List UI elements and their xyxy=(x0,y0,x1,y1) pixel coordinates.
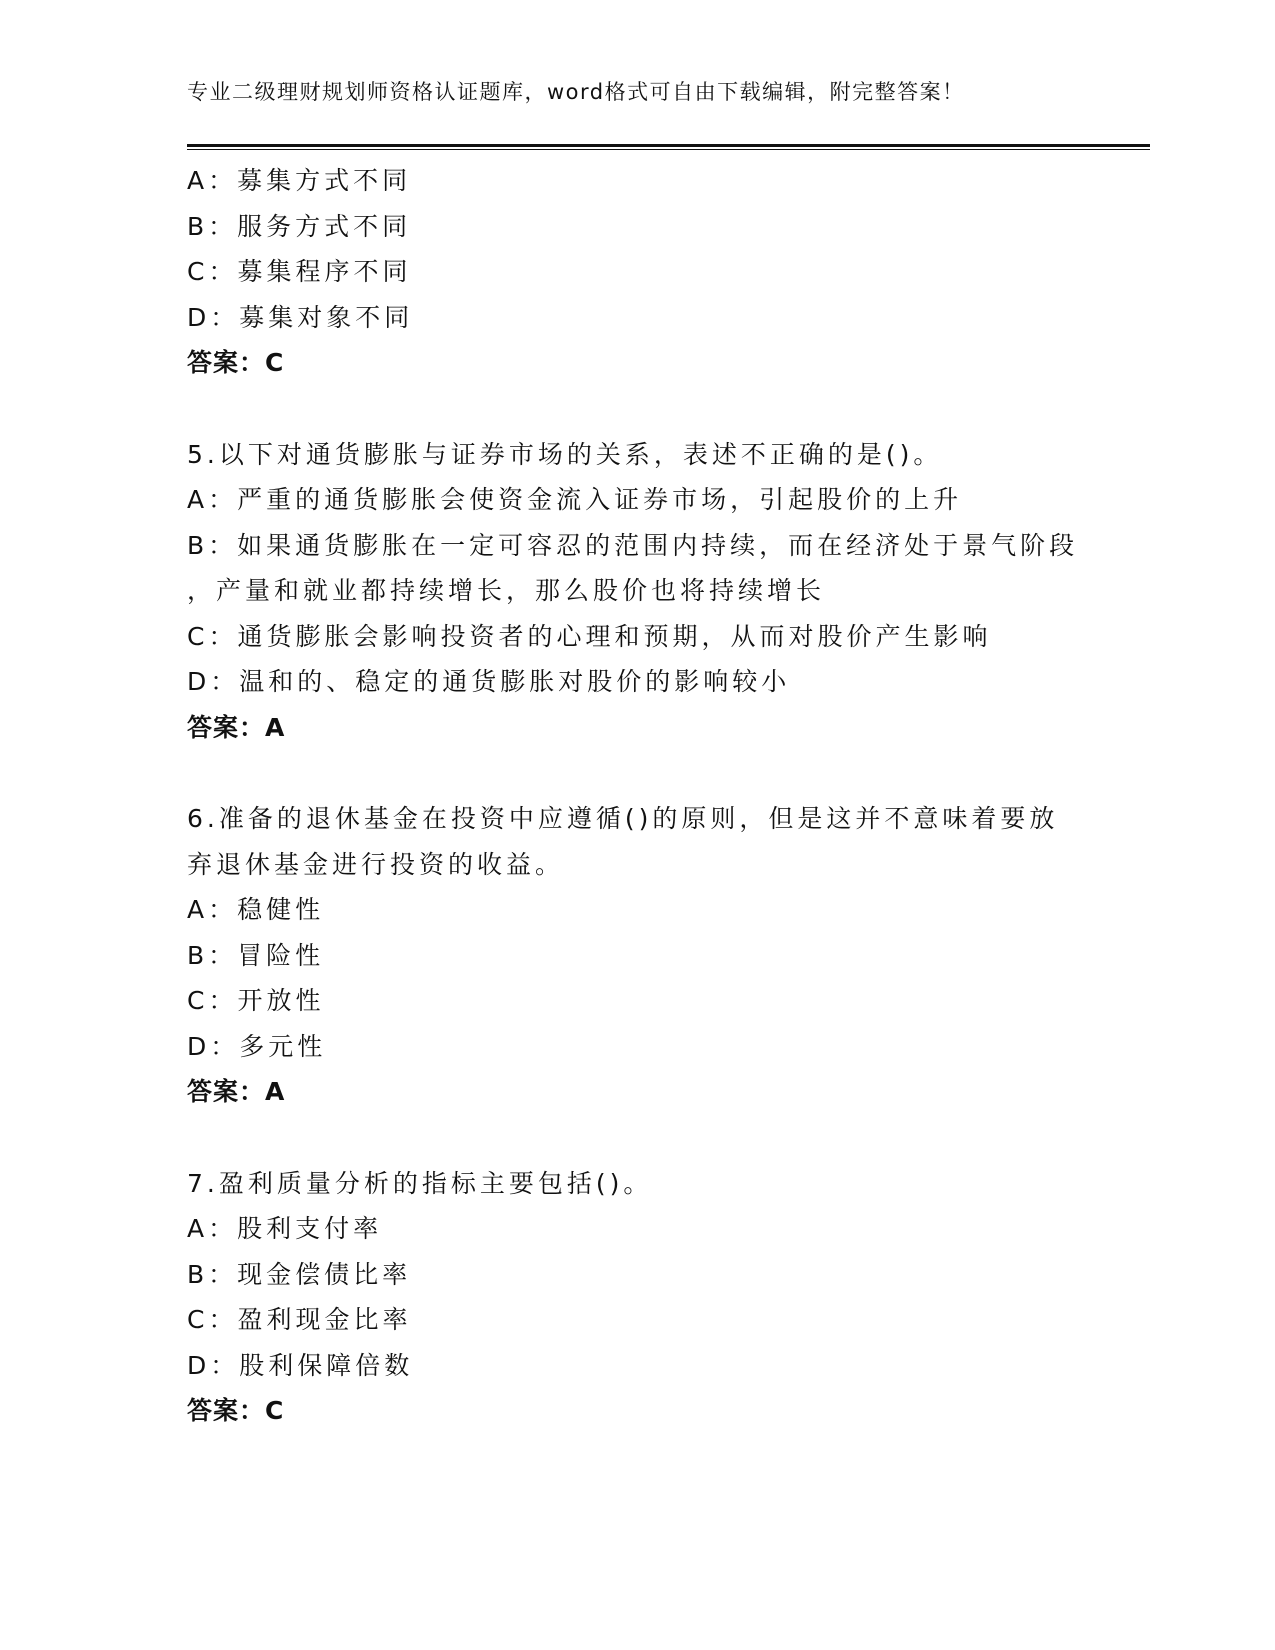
option-line: A：股利支付率 xyxy=(187,1214,383,1243)
option-line: B：冒险性 xyxy=(187,940,325,970)
answer-line: 答案：A xyxy=(187,712,286,742)
question-stem: 6.准备的退休基金在投资中应遵循()的原则，但是这并不意味着要放 xyxy=(187,804,1059,833)
option-line: B：服务方式不同 xyxy=(187,211,412,241)
option-line: ，产量和就业都持续增长，那么股价也将持续增长 xyxy=(187,576,826,605)
option-line: B：如果通货膨胀在一定可容忍的范围内持续，而在经济处于景气阶段 xyxy=(187,530,1079,560)
option-line: D：股利保障倍数 xyxy=(187,1350,414,1380)
option-line: D：温和的、稳定的通货膨胀对股价的影响较小 xyxy=(187,667,791,696)
question-block xyxy=(187,432,1107,751)
question-block xyxy=(187,796,1107,1115)
block-spacer xyxy=(187,386,1107,432)
option-line: C：募集程序不同 xyxy=(187,257,412,286)
header-rule-thin xyxy=(187,149,1150,150)
option-line: B：现金偿债比率 xyxy=(187,1259,412,1289)
answer-line: 答案：C xyxy=(187,1396,285,1425)
option-line: A：严重的通货膨胀会使资金流入证券市场，引起股价的上升 xyxy=(187,485,963,514)
answer-line: 答案：A xyxy=(187,1077,286,1106)
block-spacer xyxy=(187,1115,1107,1161)
block-spacer xyxy=(187,750,1107,796)
question-stem: 弃退休基金进行投资的收益。 xyxy=(187,849,565,879)
option-line: D：募集对象不同 xyxy=(187,302,414,332)
option-line: D：多元性 xyxy=(187,1031,327,1061)
question-stem: 7.盈利质量分析的指标主要包括()。 xyxy=(187,1168,653,1198)
option-line: C：通货膨胀会影响投资者的心理和预期，从而对股价产生影响 xyxy=(187,621,992,651)
option-line: A：募集方式不同 xyxy=(187,166,412,195)
answer-line: 答案：C xyxy=(187,348,285,377)
header-rule-thick xyxy=(187,144,1150,147)
question-block xyxy=(187,158,1107,386)
option-line: C：盈利现金比率 xyxy=(187,1305,412,1334)
question-block xyxy=(187,1161,1107,1434)
question-stem: 5.以下对通货膨胀与证券市场的关系，表述不正确的是()。 xyxy=(187,439,943,469)
option-line: A：稳健性 xyxy=(187,895,325,924)
question-list xyxy=(187,158,1107,1434)
option-line: C：开放性 xyxy=(187,986,325,1015)
page-header: 专业二级理财规划师资格认证题库，word格式可自由下载编辑，附完整答案！ xyxy=(187,80,965,104)
